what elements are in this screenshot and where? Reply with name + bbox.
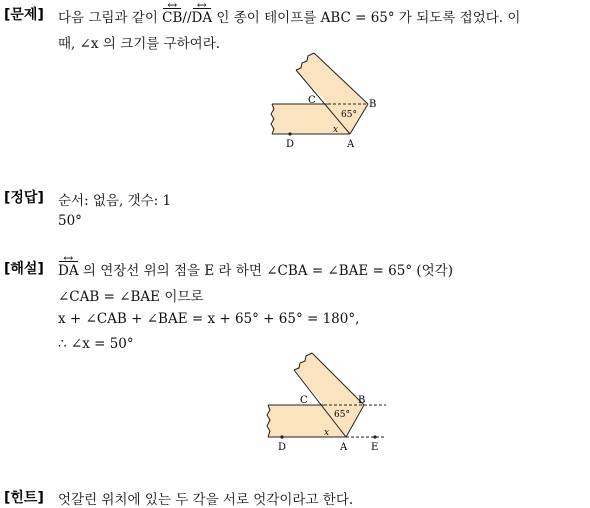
answer-line-2: 50° — [58, 213, 82, 229]
answer-tag: [정답] — [4, 190, 44, 206]
explanation-line-3: x + ∠CAB + ∠BAE = x + 65° + 65° = 180°, — [58, 311, 360, 327]
line-da-symbol-2: DA ↔ — [58, 263, 79, 279]
label-d-2: D — [278, 442, 287, 453]
label-65: 65° — [341, 110, 357, 120]
label-x-2: x — [324, 428, 330, 438]
label-e: E — [371, 442, 379, 453]
label-b: B — [369, 99, 377, 110]
problem-tag: [문제] — [4, 7, 44, 23]
point-d-dot — [288, 132, 291, 135]
parallel-symbol: // — [182, 10, 192, 26]
label-65-2: 65° — [334, 410, 350, 420]
label-c: C — [308, 95, 316, 106]
explanation-line-2: ∠CAB = ∠BAE 이므로 — [58, 289, 204, 305]
problem-line-2: 때, ∠x 의 크기를 구하여라. — [58, 36, 221, 52]
label-d: D — [286, 139, 295, 150]
label-a: A — [347, 139, 355, 150]
problem-text-part2: 인 종이 테이프를 ABC = 65° 가 되도록 접었다. 이 — [216, 10, 521, 26]
label-x: x — [333, 125, 339, 135]
line-cb-symbol: CB ↔ — [162, 10, 182, 26]
explanation-line-1-rest: 의 연장선 위의 점을 E 라 하면 ∠CBA = ∠BAE = 65° (엇각) — [78, 263, 453, 279]
line-da-symbol: DA ↔ — [192, 10, 213, 26]
explanation-tag: [해설] — [4, 261, 44, 277]
hint-text: 엇갈린 위치에 있는 두 각을 서로 엇각이라고 한다. — [58, 492, 354, 508]
hint-tag: [힌트] — [4, 490, 44, 506]
problem-text-part1: 다음 그림과 같이 — [58, 10, 158, 26]
label-c-2: C — [300, 395, 308, 406]
answer-line-1: 순서: 없음, 갯수: 1 — [58, 193, 172, 209]
problem-line-1 — [58, 6, 520, 26]
explanation-line-4: ∴ ∠x = 50° — [58, 336, 134, 352]
point-d-dot-2 — [280, 435, 283, 438]
label-a-2: A — [340, 442, 348, 453]
label-b-2: B — [358, 395, 366, 406]
explanation-figure — [258, 350, 398, 454]
problem-figure — [262, 50, 392, 150]
explanation-line-1 — [58, 259, 453, 279]
point-e-dot — [373, 435, 376, 438]
